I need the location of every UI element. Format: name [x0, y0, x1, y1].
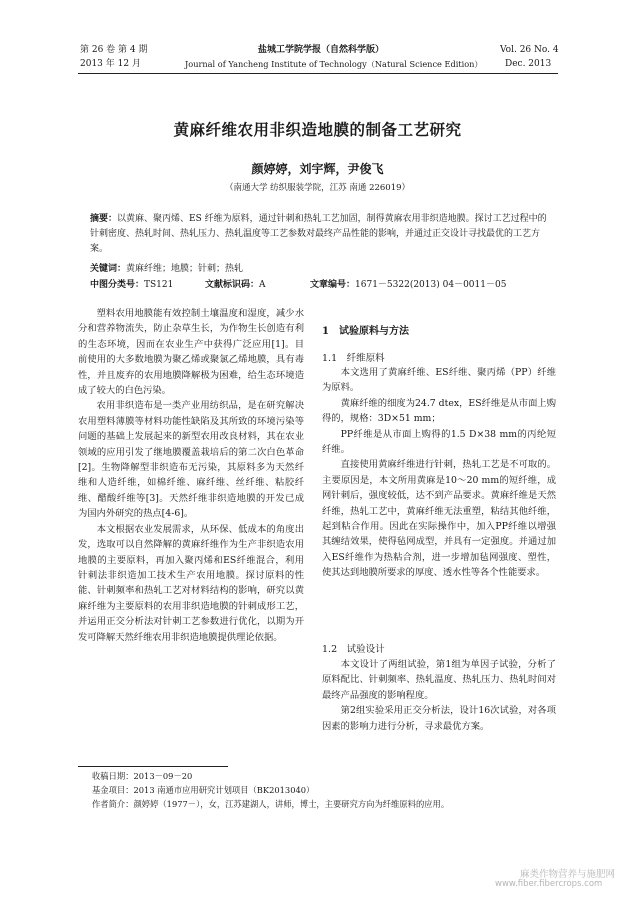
body-paragraph: 第2组实验采用正交分析法，设计16次试验，对各项因素的影响力进行分析，寻求最优方案。 — [322, 705, 556, 732]
journal-name-cn: 盐城工学院学报（自然科学版） — [258, 45, 385, 55]
body-paragraph: 本文设计了两组试验，第1组为单因子试验，分析了原料配比、针刺频率、热轧温度、热轧压力、热轧时间对最终产品强度的影响程度。 — [322, 659, 556, 701]
body-paragraph: 直接使用黄麻纤维进行针刺，热轧工艺是不可取的。主要原因是，本文所用黄麻是10～20 mm的短纤维，成网针刺后，强度较低，达不到产品要求。黄麻纤维是天然纤维，热轧工艺中，黄麻纤维无法重塑，粘结其他纤维，起到粘合作用。因此在实际操作中，加入PP纤维以增强其缠结效果，使得毡网成型，并具有一定强度。并通过加入ES纤维作为热粘合剂，进一步增加毡网强度、塑性，使其达到地膜所要求的厚度、透水性等各个性能要求。 — [322, 459, 556, 579]
document-code-label: 文献标识码： — [205, 280, 260, 290]
issue-date: 2013 年 12 月 — [80, 59, 141, 69]
watermark-site-name: 麻类作物营养与施肥网 — [520, 869, 616, 880]
clc-value: TS121 — [144, 280, 174, 290]
paper-title: 黄麻纤维农用非织造地膜的制备工艺研究 — [173, 120, 462, 139]
clc-number — [90, 279, 173, 291]
body-paragraph: 本文根据农业发展需求，从环保、低成本的角度出发，选取可以自然降解的黄麻纤维作为生产非织造农用地膜的主要原料，再加入聚丙烯和ES纤维混合，利用针刺法非织造加工技术生产农用地膜。探讨原料的性能、针刺频率和热轧工艺对材料结构的影响，研究以黄麻纤维为主要原料的农用非织造地膜的针刺成形工艺，并运用正交分析法对针刺工艺参数进行优化，以期为开发可降解天然纤维农用非织造地膜提供理论依据。 — [78, 523, 304, 643]
footnote-rule — [78, 766, 228, 767]
body-paragraph: 农用非织造布是一类产业用纺织品，是在研究解决农用塑料薄膜等材料功能性缺陷及其所致的环境污染等问题的基础上发展起来的新型农用改良材料，其在农业领域的应用引发了继地膜覆盖栽培后的第二次白色革命[2]。生物降解型非织造布无污染，其原料多为天然纤维和人造纤维，如棉纤维、麻纤维、丝纤维、粘胶纤维、醋酸纤维等[3]。天然纤维非织造地膜的开发已成为国内外研究的热点[4-6]。 — [78, 400, 304, 520]
section-1-heading: 1 试验原料与方法 — [322, 326, 409, 337]
body-paragraph: PP纤维是从市面上购得的1.5 D×38 mm的丙纶短纤维。 — [322, 428, 556, 456]
issue-date-en: Dec. 2013 — [505, 59, 552, 69]
watermark-url: www.fiber.fibercrops.com — [495, 879, 603, 889]
document-code — [205, 279, 266, 291]
article-number — [310, 279, 506, 291]
abstract-label: 摘要： — [90, 214, 118, 224]
keywords-label: 关键词： — [90, 264, 127, 274]
received-date: 收稿日期：2013－09－20 — [92, 771, 193, 781]
section-1-2-heading: 1.2 试验设计 — [322, 644, 385, 655]
header-rule — [78, 73, 558, 74]
body-paragraph: 塑料农用地膜能有效控制土壤温度和湿度，减少水分和营养物流失，防止杂草生长，为作物生长创造有利的生态环境，因而在农业生产中获得广泛应用[1]。目前使用的大多数地膜为聚乙烯或聚氯乙烯地膜，具有毒性，并且废弃的农用地膜降解极为困难，给生态环境造成了较大的白色污染。 — [78, 308, 304, 397]
abstract-text: 以黄麻、聚丙烯、ES 纤维为原料，通过针刺和热轧工艺加固，制得黄麻农用非织造地膜。探讨工艺过程中的针刺密度、热轧时间、热轧压力、热轧温度等工艺参数对最终产品性能的影响，并通过正交设计寻找最优的工艺方案。 — [90, 214, 547, 254]
body-paragraph: 本文选用了黄麻纤维、ES纤维、聚丙烯（PP）纤维为原料。 — [322, 367, 556, 394]
keywords-text: 黄麻纤维；地膜；针刺；热轧 — [126, 264, 244, 274]
affiliation: （南通大学 纺织服装学院，江苏 南通 226019） — [224, 183, 411, 193]
authors: 颜婷婷，刘宇辉，尹俊飞 — [251, 162, 384, 176]
keywords — [90, 263, 243, 275]
right-column-part-a — [322, 365, 556, 581]
volume-issue: 第 26 卷 第 4 期 — [80, 45, 148, 55]
document-code-value: A — [259, 280, 266, 290]
fund-project: 基金项目：2013 南通市应用研究计划项目（BK2013040） — [92, 785, 315, 795]
left-column — [78, 306, 304, 645]
abstract — [90, 212, 550, 257]
section-1-1-heading: 1.1 纤维原料 — [322, 353, 385, 364]
clc-label: 中图分类号： — [90, 280, 145, 290]
article-number-value: 1671－5322(2013) 04－0011－05 — [355, 280, 507, 290]
volume-number-en: Vol. 26 No. 4 — [500, 45, 559, 55]
author-bio: 作者简介：颜婷婷（1977－），女，江苏建湖人，讲师，博士，主要研究方向为纤维原料的应用。 — [92, 799, 450, 809]
body-paragraph: 黄麻纤维的细度为24.7 dtex，ES纤维是从市面上购得的，规格：3D×51 mm； — [322, 397, 556, 425]
journal-name-en: Journal of Yancheng Institute of Technology（Natural Science Edition） — [185, 59, 483, 69]
right-column-part-b — [322, 657, 556, 734]
article-number-label: 文章编号： — [310, 280, 356, 290]
